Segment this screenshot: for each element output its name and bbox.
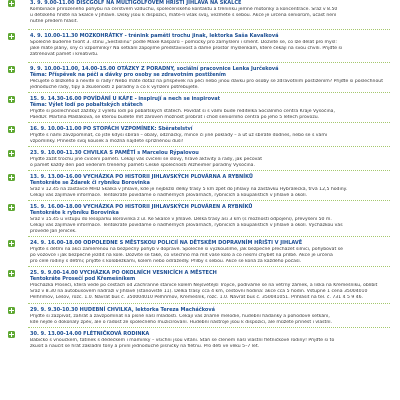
event-heading: 16. 9. 10.00-11.00 PO STOPÁCH VZPOMÍNEK: Sběratelství [30, 126, 193, 132]
event-description [30, 79, 385, 91]
event-heading: 3. 9. 9.00-11.00 DISCGOLF NA MULTIGOLFOVÉM HŘIŠTI JIHLAVA NA SKALCE [30, 0, 242, 6]
event-heading: 29. 9. 9.30-10.30 HUDEBNÍ CHVILKA, lektorka Tereza Macháčková [30, 307, 215, 313]
event-heading: 25. 9. 9.00-14.00 VYCHÁZKA PO OKOLNÍCH VESNICÍCH A MĚSTECH [30, 270, 217, 276]
divider [28, 92, 390, 93]
plus-icon[interactable] [8, 270, 15, 277]
divider [28, 170, 390, 171]
plus-icon[interactable] [8, 126, 15, 133]
event-subtitle: Tentokráte se Ždarek či rybníku Borovinka [30, 180, 150, 186]
divider [28, 236, 390, 237]
event-description [30, 157, 385, 169]
event-heading: 15. 9. 14.30-16.00 POVÍDÁNÍ U KÁFE - inspirují a nech se inspirovat [30, 96, 221, 102]
description-line: zatrénovat paměť i kreativitu. [30, 52, 99, 57]
event-heading: 23. 9. 10.00-11.30 CHVILKA S PAMĚTÍ s Marcelou Rýpalovou [30, 150, 199, 156]
description-line: nutné předem hlásit. [30, 19, 78, 24]
divider [28, 62, 390, 63]
plus-icon[interactable] [8, 150, 15, 157]
divider [28, 200, 390, 201]
event-description [30, 7, 385, 25]
divider [28, 146, 390, 147]
description-line: Přijďte si poslechnout zážitky z výletu lodí po pobaltských státech. Povídat si s vámi bude ředitelka Sociálního centra Kraje Vysočina, [30, 109, 335, 114]
event-description [30, 133, 385, 145]
description-line: Sraz v 15.45 u vstupu do lesoparku Borovinka z ul. Ke Skalce v Jihlavě. Délka trasy asi 3 km (s možností odpojení), převýšení 50 m. [30, 217, 332, 222]
description-line: Společně budeme tvořit 3. stinu „Šestislinu" podle Maxe Kašparů – pomůcky pro zamyšlení i směnt. Dozvíte se, co lze dělat pro mysl: [30, 40, 337, 45]
description-line: provede Jan Jeníček. [30, 229, 77, 234]
plus-icon[interactable] [8, 0, 15, 7]
description-line: zkusit a naučit se hrát základní tóny a první jednoduché písničky na flétnu. Pro děti ve věku 5–7 let. [30, 344, 260, 349]
event-description [30, 247, 385, 265]
event-heading: 30. 9. 13.00-14.00 FLÉTNIČKOVÁ RODINKA [30, 331, 150, 337]
description-line: Přijďte s dětmi na akci zaměřenou na bezpečný pohyb v dopravě. Společně si vyzkoušíme, jak bezpečně přecházet silnici, pohybovat se [30, 247, 343, 252]
description-line: jaké máte plány, sny či vzpomínky? Na setkání zapojíme představivost a dáme prostor myšlenkám, které čekají na svou chvíli. Přijďte si [30, 46, 343, 51]
divider [28, 303, 390, 304]
plus-icon[interactable] [8, 33, 15, 40]
event-description [30, 40, 385, 58]
description-line: Babičko s vnoučkem, tatínek s dědečkem i maminky – všichni jsou vítáni. Staň se členem naší vlastní flétničkové rodiny! Přijďte si to [30, 338, 335, 343]
description-line: PaedDr. Martina Mašláková, se kterou budete mít zároveň možnost probrat i chod seniorního centra po jeho 5 letech provozu. [30, 115, 320, 120]
divider [28, 122, 390, 123]
event-subtitle: Téma: Výlet lodí po pobaltských státech [30, 102, 143, 108]
event-heading: 4. 9. 10.00-11.30 MOZKOHRÁTKY - trénink paměti trochu jinak, lektorka Saša Kavalková [30, 33, 279, 39]
description-line: Sraz v 8.30 na autobusovém nádraží v Jihlavě (stanoviště 11). Délka trasy cca 4 km, cestovní hodina: akce cca 5 hodin. Vstupné 1 cena 35004010 [30, 289, 368, 294]
description-line: Přijďte zažít trochu jiné cvičení paměti. Čekají vás cvičení se slovy, hravé aktivity a rady, jak pečovat [30, 157, 262, 162]
description-line: Přijďte s námi zavzpomínat, co jste kdysi sbírali – obaly, odznáčky, mince či jiné poklady – a uť už sbíráte dodnes, nebo se s vámi [30, 133, 328, 138]
event-description [30, 217, 385, 235]
event-heading: 15. 9. 16.00-18.00 VYCHÁZKA PO HISTORII JIHLAVSKÝCH PLOVÁREN A RYBNÍKŮ [30, 204, 253, 210]
plus-icon[interactable] [8, 307, 15, 314]
plus-icon[interactable] [8, 331, 15, 338]
description-line: pro celé rodiny s dětmi; přijďte s koloběžkami, kolem nebo odrážedly. Přilby s sebou. Akce se koná za každého počasí. [30, 259, 302, 264]
event-heading: 9. 9. 10.00-11.00, 14.00-15.00 OTÁZKY Z PORADNY, sociální pracovnice Lenka Jurčeková [30, 66, 279, 72]
event-heading: 13. 9. 13.00-16.00 VYCHÁZKA PO HISTORII JIHLAVSKÝCH PLOVÁRNA A RYBNÍKŮ [30, 174, 253, 180]
description-line: kde nejde o dokonalý zpěv, ale o radost ze společného muzicírování. Hudební nástroje jsou k dispozici, ale můžete přinést i vlastní. [30, 320, 332, 325]
plus-icon[interactable] [8, 174, 15, 181]
event-subtitle: Tentokráte k rybníku Borovinka [30, 210, 119, 216]
description-line: Čekají vás zajímavé informace. Tentokráte povídáme o nádhěrných plovárnách, rybnících a koupalištích v Jihlavě a okolí. [30, 193, 308, 198]
divider [28, 29, 390, 30]
description-line: Čekají vás zajímavé informace. Tentokráte povídáme o nádhěrných plovárnách, rybnících a koupalištích v Jihlavě a okolí. Vycházkou vás [30, 223, 343, 228]
event-description [30, 338, 385, 350]
event-subtitle: Téma: Příspěvek na péči a dávky pro osoby se zdravotním postižením [30, 72, 226, 78]
divider [28, 266, 390, 267]
description-line: Pelhřimov, Lešov, rozc. 1.0. Návrat bus č. 350004010 Pelhřimov, Křemešník, rozc. 1.0. Návrat bus č. 350041051. Přihlásit na tel. č. 731 4 5 9 46. [30, 295, 364, 300]
plus-icon[interactable] [8, 66, 15, 73]
description-line: jednoduché rady, tipy a zkušenosti z poradny a co k vyřízení potřebujete. [30, 85, 199, 90]
event-subtitle: Tentokráte Prosečí pod Křemešníkem [30, 276, 136, 282]
description-line: o paměť každý den pod vedením trenérky paměti České společnosti AIzheimer poradny Vysočina. [30, 163, 255, 168]
event-description [30, 314, 385, 326]
description-line: po vozovce i jak bezpečně jezdit na kole. Dozvíte se také, co všechno má mít vaše kolo a co nesmí chybět na přilbě. Akce je určena [30, 253, 333, 258]
event-description [30, 283, 385, 301]
description-line: Procházka Prosečí, která vede po cestách od Záchranné stanice kolem Nejsvětější Trojice, podíváme se na větrný zámek, a liška na Křemešníku, oblíbit [30, 283, 378, 288]
description-line: Pečujete o blízkého a nevíte si rady? Nebo máte dotaz na příspěvek na péči nebo jinou dávku pro osoby se zdravotním postižením? Přijďte si poslechnout [30, 79, 383, 84]
description-line: u dětského hřiště na Skalce v Jihlavě. Disky jsou k dispozici, máte-li však svůj, vezměte s sebou. Akce je určena seniorům, účast není [30, 13, 337, 18]
event-description [30, 109, 385, 121]
plus-icon[interactable] [8, 204, 15, 211]
description-line: Přijďte si zazpívat, zahrát a zavzpomínat na písně naší mladosti. Čekají vás známé melodie, hudební hádanky a pohodové setkání, [30, 314, 330, 319]
description-line: Kombinace přirozeného pohybu na čerstvém vzduchu, společenského kontaktu a tréninku jemné motoriky a koncentrace. Sraz v 8.50 [30, 7, 338, 12]
description-line: vzpomínky. Přineste svůj kousek a možná najdete spřízněnou duši! [30, 139, 184, 144]
event-heading: 24. 9. 16.00-18.00 ODPOLEDNE S MĚSTSKOU POLICIÍ NA DĚTSKÉM DOPRAVNÍM HŘIŠTI V JIHLAVĚ [30, 240, 303, 246]
plus-icon[interactable] [8, 240, 15, 247]
plus-icon[interactable] [8, 96, 15, 103]
description-line: Sraz v 12.45 na zastávce MHD Skalka v Jihlavě, kde je nejbližší délky trasy 5 km zpět do Jihlavy na zastávku Hybrálecká, trvá 12,5 hodiny. [30, 187, 348, 192]
event-description [30, 187, 385, 199]
divider [28, 327, 390, 328]
